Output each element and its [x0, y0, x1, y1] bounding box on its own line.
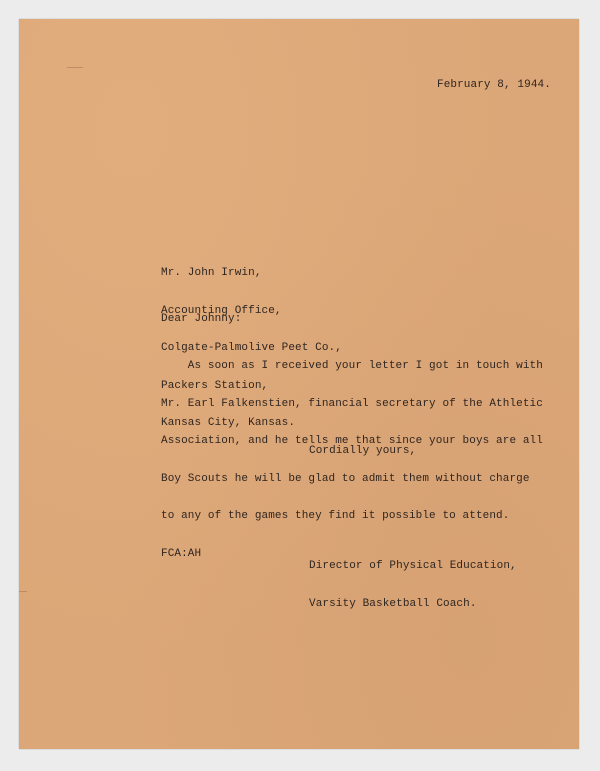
body-line: Mr. Earl Falkenstien, financial secretary of the Athletic [161, 397, 543, 410]
address-line: Colgate-Palmolive Peet Co., [161, 342, 342, 354]
signature-block [309, 535, 517, 635]
paper-mark [19, 591, 27, 592]
letter-date: February 8, 1944. [437, 79, 551, 91]
salutation: Dear Johnny: [161, 313, 242, 325]
letter-page [19, 19, 579, 749]
reference-initials: FCA:AH [161, 548, 202, 560]
address-line: Packers Station, [161, 379, 269, 392]
body-line: Association, and he tells me that since your boys are all [161, 435, 543, 447]
address-line: Accounting Office, [161, 304, 282, 317]
letter-body [161, 335, 543, 548]
signature-title: Varsity Basketball Coach. [309, 597, 477, 610]
address-line: Mr. John Irwin, [161, 267, 262, 279]
address-line: Kansas City, Kansas. [161, 417, 296, 429]
body-line: Boy Scouts he will be glad to admit them without charge [161, 472, 530, 485]
closing: Cordially yours, [309, 445, 417, 457]
paper-mark [67, 67, 83, 68]
signature-title: Director of Physical Education, [309, 560, 517, 572]
body-line: As soon as I received your letter I got in touch with [161, 360, 543, 372]
body-line: to any of the games they find it possible to attend. [161, 510, 510, 522]
